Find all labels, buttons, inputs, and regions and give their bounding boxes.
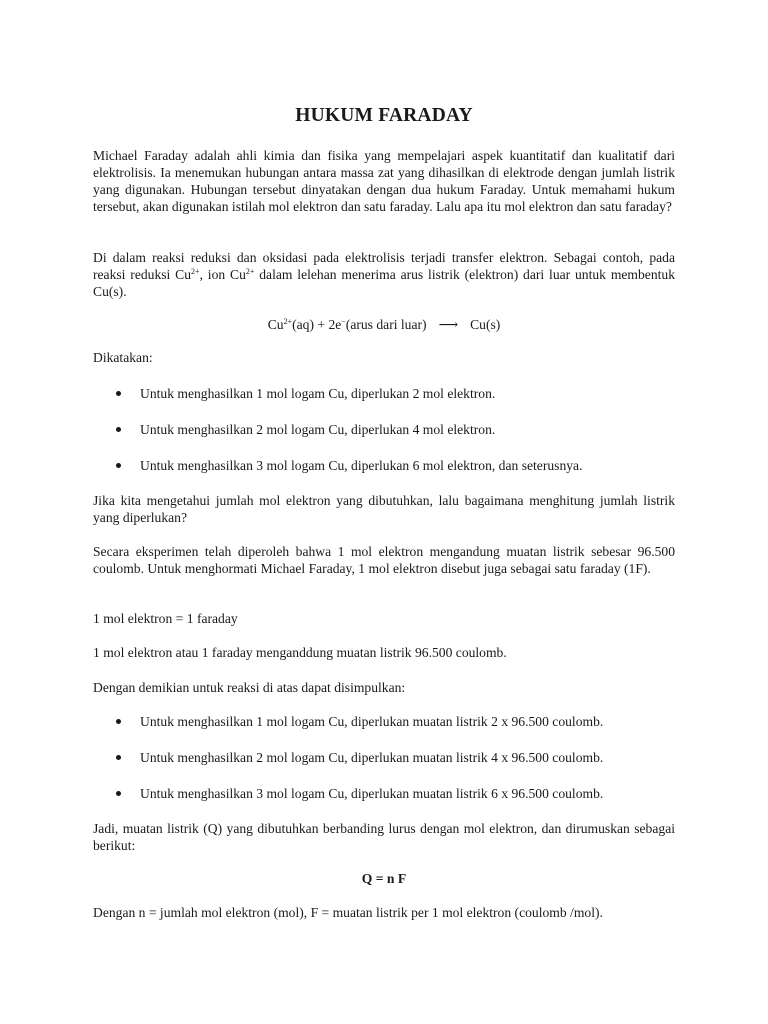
list-item-text: Untuk menghasilkan 1 mol logam Cu, diperlukan muatan listrik 2 x 96.500 coulomb. <box>140 714 604 729</box>
reaction-arrow-icon: ⟶ <box>438 317 459 332</box>
list-item-text: Untuk menghasilkan 1 mol logam Cu, diperlukan 2 mol elektron. <box>140 386 496 401</box>
equation-electrons: (aq) + 2e <box>292 317 342 332</box>
equation-product: Cu(s) <box>470 317 501 332</box>
reduction-paragraph <box>93 249 675 300</box>
list-item-text: Untuk menghasilkan 3 mol logam Cu, diperlukan 6 mol elektron, dan seterusnya. <box>140 458 583 473</box>
conclusion-intro: Dengan demikian untuk reaksi di atas dapat disimpulkan: <box>93 680 406 695</box>
charge-superscript: − <box>341 317 346 326</box>
intro-paragraph: Michael Faraday adalah ahli kimia dan fisika yang mempelajari aspek kuantitatif dan kualitatif dari elektrolisis. Ia menemukan hubungan antara massa zat yang dihasilkan di elektrode dengan jumlah listrik yang digunakan. Hubungan tersebut dinyatakan dengan dua hukum Faraday. Untuk memahami hukum tersebut, akan digunakan istilah mol elektron dan satu faraday. Lalu apa itu mol elektron dan satu faraday? <box>93 148 675 214</box>
dikatakan-label: Dikatakan: <box>93 350 153 365</box>
bullet-icon <box>116 719 121 724</box>
reduction-text-c: dalam lelehan menerima arus listrik (elektron) dari luar untuk membentuk Cu(s). <box>93 267 675 299</box>
faraday-formula: Q = n F <box>361 871 407 886</box>
charge-statement: 1 mol elektron atau 1 faraday menganddung muatan listrik 96.500 coulomb. <box>93 645 507 660</box>
experiment-paragraph: Secara eksperimen telah diperoleh bahwa 1 mol elektron mengandung muatan listrik sebesar 96.500 coulomb. Untuk menghormati Michael Faraday, 1 mol elektron disebut juga sebagai satu faraday (1F). <box>93 544 675 576</box>
reduction-text-a: Di dalam reaksi reduksi dan oksidasi pada elektrolisis terjadi transfer elektron. Sebagai contoh, pada reaksi reduksi Cu <box>93 250 675 282</box>
charge-superscript: 2+ <box>245 267 255 276</box>
list-item-text: Untuk menghasilkan 2 mol logam Cu, diperlukan 4 mol elektron. <box>140 422 496 437</box>
equation-source: (arus dari luar) <box>345 317 427 332</box>
proportionality-paragraph: Jadi, muatan listrik (Q) yang dibutuhkan berbanding lurus dengan mol elektron, dan dirumuskan sebagai berikut: <box>93 821 675 853</box>
bullet-icon <box>116 755 121 760</box>
reduction-equation <box>93 316 675 333</box>
bullet-icon <box>116 791 121 796</box>
list-item-text: Untuk menghasilkan 3 mol logam Cu, diperlukan muatan listrik 6 x 96.500 coulomb. <box>140 786 604 801</box>
list-item-text: Untuk menghasilkan 2 mol logam Cu, diperlukan muatan listrik 4 x 96.500 coulomb. <box>140 750 604 765</box>
equation-reactant: Cu <box>267 317 284 332</box>
bullet-icon <box>116 427 121 432</box>
reduction-text-b: , ion Cu <box>199 267 246 282</box>
question-paragraph: Jika kita mengetahui jumlah mol elektron yang dibutuhkan, lalu bagaimana menghitung jumlah listrik yang diperlukan? <box>93 493 675 525</box>
faraday-definition: 1 mol elektron = 1 faraday <box>93 611 238 626</box>
charge-superscript: 2+ <box>283 317 293 326</box>
formula-legend: Dengan n = jumlah mol elektron (mol), F = muatan listrik per 1 mol elektron (coulomb /mol). <box>93 905 603 920</box>
bullet-icon <box>116 391 121 396</box>
bullet-icon <box>116 463 121 468</box>
page-title: HUKUM FARADAY <box>295 105 473 126</box>
charge-superscript: 2+ <box>191 267 200 276</box>
